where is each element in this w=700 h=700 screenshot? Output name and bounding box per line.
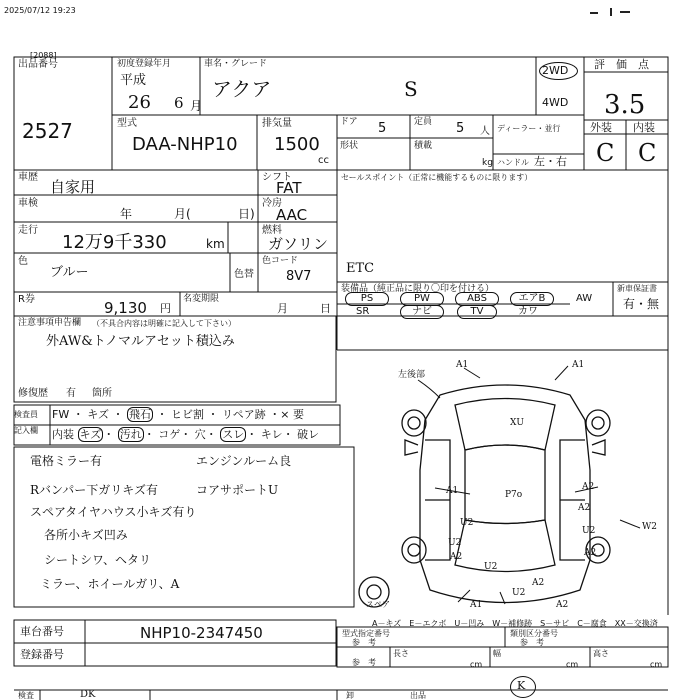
color-code-label: 色コード bbox=[262, 256, 299, 266]
sales-point-label: セールスポイント（正常に機能するものに限ります） bbox=[341, 173, 533, 182]
model-label: 型式 bbox=[117, 118, 137, 129]
registration-month-unit: 月 bbox=[190, 99, 203, 113]
bottom-wholesale: 卸 bbox=[346, 691, 354, 700]
dimension-length-unit: cm bbox=[470, 660, 483, 669]
handwritten-note-5: シートシワ、ヘタリ bbox=[44, 553, 152, 567]
handwritten-note-3: スペアタイヤハウス小キズ有り bbox=[30, 505, 197, 519]
color-change-label: 色替 bbox=[234, 269, 254, 280]
handwritten-note-6: ミラー、ホイールガリ、A bbox=[40, 577, 180, 591]
notes-label: 注意事項申告欄 bbox=[18, 318, 82, 328]
inspection-month: 月( bbox=[174, 207, 191, 221]
inspector-row2: 内装 キズ ・ 汚れ ・ コゲ・ 穴・ スレ ・ キレ・ 破レ bbox=[52, 428, 320, 441]
fuel-value: ガソリン bbox=[268, 235, 329, 253]
inspection-day: 日) bbox=[238, 207, 255, 221]
reg-number-label: 登録番号 bbox=[20, 648, 64, 661]
notes-text: 外AW&トノマルアセット積込み bbox=[46, 334, 235, 349]
title-deadline-month: 月 bbox=[277, 302, 288, 315]
diagram-label-9: U2 bbox=[582, 526, 596, 536]
title-deadline-label: 名変期限 bbox=[183, 294, 220, 304]
color-label: 色 bbox=[18, 256, 28, 267]
dimension-height-unit: cm bbox=[650, 660, 663, 669]
notes-sub: （不具合内容は明確に記入して下さい） bbox=[92, 319, 236, 328]
dimension-length: 長さ bbox=[393, 649, 409, 658]
inspector-label-2: 記入欄 bbox=[14, 426, 38, 435]
mileage-value: 12万9千330 bbox=[62, 232, 167, 253]
drive-4wd: 4WD bbox=[542, 96, 569, 109]
diagram-label-12: U2 bbox=[448, 538, 462, 548]
handwritten-note-right-1: エンジンルーム良 bbox=[196, 454, 292, 468]
inspector-scratch: キズ bbox=[87, 408, 109, 421]
diagram-label-18: A2 bbox=[532, 578, 545, 588]
equipment-label: 装備品（純正品に限り〇印を付ける） bbox=[341, 284, 495, 294]
equipment-navi: ナビ bbox=[400, 305, 444, 319]
diagram-label-14: U2 bbox=[484, 562, 498, 572]
diagram-label-0: 左後部 bbox=[398, 370, 426, 380]
equipment-airbag: エアB bbox=[510, 292, 554, 306]
inspector-interior: 内装 bbox=[52, 428, 74, 441]
inspector-dirt: 汚れ bbox=[119, 428, 142, 441]
inspector-cut: キレ bbox=[260, 428, 283, 441]
inspection-label: 車検 bbox=[18, 198, 38, 209]
sales-point-text: ETC bbox=[346, 261, 375, 276]
recycle-value: 9,130 bbox=[104, 299, 147, 317]
car-grade: S bbox=[404, 77, 418, 101]
fuel-label: 燃料 bbox=[262, 225, 282, 236]
registration-era: 平成 bbox=[120, 73, 147, 88]
handle-value: 左・右 bbox=[534, 155, 567, 168]
chassis-value: NHP10-2347450 bbox=[140, 624, 263, 642]
diagram-label-2: A1 bbox=[572, 360, 585, 370]
score-label: 評 価 点 bbox=[594, 58, 649, 71]
dimension-width-unit: cm bbox=[566, 660, 579, 669]
inspector-label-1: 検査員 bbox=[14, 410, 38, 419]
inspector-fw: FW bbox=[52, 408, 70, 421]
exterior-label: 外装 bbox=[590, 121, 612, 134]
diagram-label-11: W2 bbox=[642, 522, 657, 532]
dimensions-sub: 参 考 bbox=[352, 658, 376, 667]
type-designation-label: 型式指定番号 bbox=[342, 629, 390, 638]
diagram-label-8: U2 bbox=[460, 518, 474, 528]
usage-value: 自家用 bbox=[50, 178, 96, 196]
category-sub: 参 考 bbox=[520, 638, 544, 647]
diagram-label-4: A1 bbox=[446, 486, 459, 496]
color-value: ブルー bbox=[50, 265, 89, 280]
mileage-label: 走行 bbox=[18, 225, 38, 236]
ac-value: AAC bbox=[276, 206, 308, 224]
lot-number: 2527 bbox=[22, 119, 73, 143]
category-label: 類別区分番号 bbox=[510, 629, 558, 638]
bottom-circle-letter: K bbox=[517, 679, 526, 692]
title-deadline-day: 日 bbox=[320, 302, 331, 315]
inspector-tear: 破レ bbox=[297, 428, 320, 441]
diagram-label-16: A1 bbox=[470, 600, 483, 610]
equipment-aw: AW bbox=[576, 293, 593, 304]
equipment-leather: カワ bbox=[518, 306, 538, 317]
inspection-year: 年 bbox=[120, 207, 133, 221]
load-label: 積載 bbox=[414, 141, 433, 151]
repair-value: 有 bbox=[66, 388, 76, 399]
dealer-label: ディーラー・並行 bbox=[497, 124, 561, 133]
lot-small-label: [2088] bbox=[30, 51, 57, 60]
timestamp: 2025/07/12 19:23 bbox=[4, 6, 76, 15]
inspector-chip: 飛石 bbox=[129, 408, 151, 421]
handwritten-note-4: 各所小キズ凹み bbox=[44, 528, 128, 542]
diagram-label-17: A2 bbox=[556, 600, 569, 610]
drive-2wd: 2WD bbox=[542, 64, 569, 77]
bottom-dk: DK bbox=[80, 689, 96, 700]
capacity-unit: 人 bbox=[480, 126, 490, 137]
diagram-label-6: P7o bbox=[505, 490, 523, 500]
car-name: アクア bbox=[212, 77, 272, 101]
spare-label: スペア bbox=[366, 600, 390, 609]
capacity-value: 5 bbox=[456, 121, 465, 136]
diagram-label-1: A1 bbox=[456, 360, 469, 370]
damage-legend: A－キズ E－エクボ U－凹み W－補修跡 S－サビ C－腐食 XX－交換済 bbox=[372, 619, 658, 628]
inspector-hole: 穴 bbox=[194, 428, 206, 441]
bottom-listing: 出品 bbox=[410, 691, 426, 700]
inspector-repair: リペア跡 bbox=[222, 408, 266, 421]
handle-label: ハンドル bbox=[497, 158, 529, 167]
inspector-row1: FW ・ キズ ・ 飛石 ・ ヒビ割 ・ リペア跡 ・× 要 bbox=[52, 408, 304, 421]
mileage-unit: km bbox=[206, 237, 225, 251]
inspector-rub: スレ bbox=[222, 428, 245, 441]
equipment-ps: PS bbox=[345, 292, 389, 306]
repair-place: 箇所 bbox=[92, 388, 112, 399]
model-value: DAA-NHP10 bbox=[132, 134, 238, 155]
handwritten-note-2: Rバンパー下ガリキズ有 bbox=[30, 483, 158, 497]
exterior-score: C bbox=[596, 139, 615, 167]
diagram-label-19: U2 bbox=[512, 588, 526, 598]
usage-label: 車歴 bbox=[18, 172, 38, 183]
recycle-unit: 円 bbox=[160, 302, 171, 315]
diagram-label-3: XU bbox=[510, 418, 524, 428]
dimension-height: 高さ bbox=[593, 649, 609, 658]
displacement-value: 1500 bbox=[274, 134, 320, 155]
equipment-abs: ABS bbox=[455, 292, 499, 306]
diagram-label-15: A2 bbox=[584, 548, 597, 558]
interior-label: 内装 bbox=[633, 121, 655, 134]
inspector-int-scratch: キズ bbox=[79, 428, 102, 441]
car-label: 車名・グレード bbox=[204, 59, 268, 69]
shape-label: 形状 bbox=[340, 141, 359, 151]
kg-label: kg bbox=[482, 158, 493, 168]
equipment-tv: TV bbox=[457, 305, 497, 319]
repair-label: 修復歴 bbox=[18, 388, 48, 399]
shift-label: シフト bbox=[262, 172, 292, 183]
inspector-need: 要 bbox=[293, 408, 304, 421]
equipment-pw: PW bbox=[400, 292, 444, 306]
doors-label: ドア bbox=[340, 117, 358, 127]
displacement-unit: cc bbox=[318, 155, 329, 166]
bottom-inspect: 検査 bbox=[18, 691, 34, 700]
registration-year: 26 bbox=[128, 92, 151, 113]
lot-label: 出品番号 bbox=[18, 59, 58, 70]
type-designation-sub: 参 考 bbox=[352, 638, 376, 647]
chassis-label: 車台番号 bbox=[20, 625, 64, 638]
interior-score: C bbox=[638, 139, 657, 167]
handwritten-note-1: 電格ミラー有 bbox=[30, 454, 103, 468]
inspector-crack: ヒビ割 bbox=[171, 408, 204, 421]
recycle-label: R券 bbox=[18, 294, 35, 305]
score-value: 3.5 bbox=[604, 90, 646, 120]
doors-value: 5 bbox=[378, 121, 387, 136]
diagram-label-13: A2 bbox=[450, 552, 463, 562]
capacity-label: 定員 bbox=[414, 117, 433, 127]
color-code: 8V7 bbox=[286, 269, 312, 284]
shift-value: FAT bbox=[276, 179, 302, 197]
inspector-burn: コゲ bbox=[158, 428, 181, 441]
registration-label: 初度登録年月 bbox=[117, 59, 172, 69]
diagram-label-7: A2 bbox=[578, 503, 591, 513]
ac-label: 冷房 bbox=[262, 198, 282, 209]
equipment-sr: SR bbox=[356, 306, 370, 317]
displacement-label: 排気量 bbox=[262, 118, 292, 129]
warranty-value: 有・無 bbox=[623, 297, 660, 311]
warranty-label: 新車保証書 bbox=[617, 284, 657, 293]
dimension-width: 幅 bbox=[493, 649, 501, 658]
handwritten-note-right-2: コアサポートU bbox=[196, 483, 279, 497]
diagram-label-5: A2 bbox=[582, 482, 595, 492]
registration-month: 6 bbox=[174, 94, 184, 112]
